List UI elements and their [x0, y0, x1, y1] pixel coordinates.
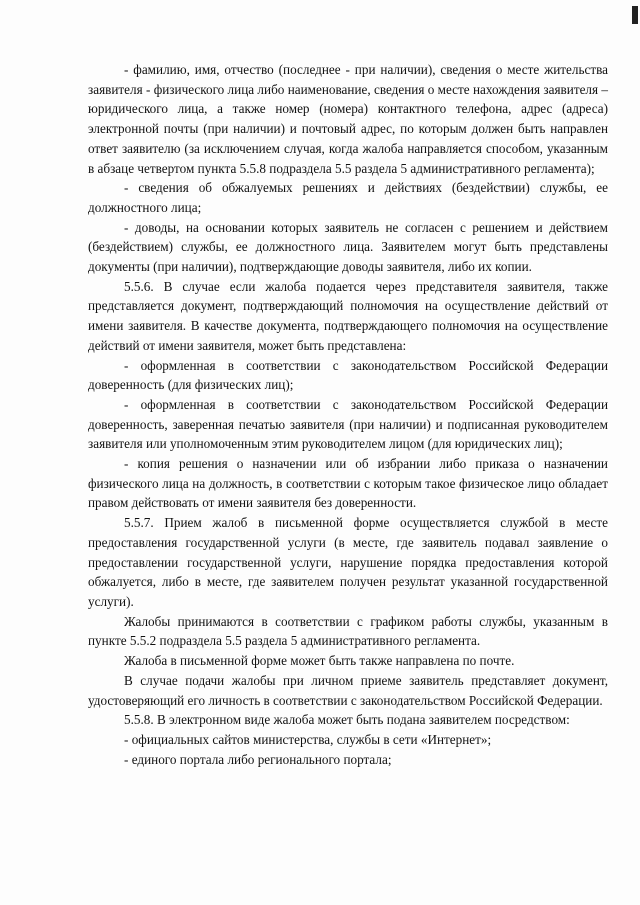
paragraph-power-of-attorney-legal: - оформленная в соответствии с законодательством Российской Федерации доверенность, заверенная печатью заявителя (при наличии) и подписанная руководителем заявителя или уполномоченным этим руководителем лицом (для юридических лиц); — [88, 396, 608, 452]
paragraph-unified-portal: - единого портала либо регионального портала; — [124, 751, 392, 767]
paragraph-appointment-copy: - копия решения о назначении или об избрании либо приказа о назначении физического лица на должность, в соответствии с которым такое физическое лицо обладает правом действовать от имени заявителя без доверенности. — [88, 456, 608, 511]
paragraph-personal-reception: В случае подачи жалобы при личном приеме заявитель представляет документ, удостоверяющий его личность в соответствии с законодательством Российской Федерации. — [88, 672, 608, 708]
paragraph-applicant-details: - фамилию, имя, отчество (последнее - при наличии), сведения о месте жительства заявителя - физического лица либо наименование, сведения о месте нахождения заявителя – юридического лица, а также номер (номера) контактного телефона, адрес (адреса) электронной почты (при наличии) и почтовый адрес, по которым должен быть направлен ответ заявителю (за исключением случая, когда жалоба направляется способом, указанным в абзаце четвертом пункта 5.5.8 подраздела 5.5 раздела 5 административного регламента); — [88, 62, 608, 176]
document-body — [88, 60, 608, 769]
paragraph-schedule: Жалобы принимаются в соответствии с графиком работы службы, указанным в пункте 5.5.2 подраздела 5.5 раздела 5 административного регламента. — [88, 613, 608, 649]
scan-edge-mark — [632, 6, 638, 24]
paragraph-power-of-attorney-individuals: - оформленная в соответствии с законодательством Российской Федерации доверенность (для физических лиц); — [88, 357, 608, 393]
paragraph-official-sites: - официальных сайтов министерства, службы в сети «Интернет»; — [124, 731, 492, 747]
paragraph-5-5-7: 5.5.7. Прием жалоб в письменной форме осуществляется службой в месте предоставления государственной услуги (в месте, где заявитель подавал заявление о предоставлении государственной услуги, нарушение порядка предоставления которой обжалуется, либо в месте, где заявителем получен результат указанной государственной услуги). — [88, 515, 608, 609]
paragraph-appealed-decisions: - сведения об обжалуемых решениях и действиях (бездействии) службы, ее должностного лица; — [88, 180, 608, 215]
paragraph-5-5-6: 5.5.6. В случае если жалоба подается через представителя заявителя, также представляется документ, подтверждающий полномочия на осуществление действий от имени заявителя. В качестве документа, подтверждающего полномочия на осуществление действий от имени заявителя, может быть представлена: — [88, 278, 608, 353]
paragraph-arguments: - доводы, на основании которых заявитель не согласен с решением и действием (бездействием) службы, ее должностного лица. Заявителем могут быть представлены документы (при наличии), подтверждающие доводы заявителя, либо их копии. — [88, 219, 608, 275]
paragraph-by-mail: Жалоба в письменной форме может быть также направлена по почте. — [124, 653, 515, 669]
paragraph-5-5-8: 5.5.8. В электронном виде жалоба может быть подана заявителем посредством: — [124, 712, 570, 728]
